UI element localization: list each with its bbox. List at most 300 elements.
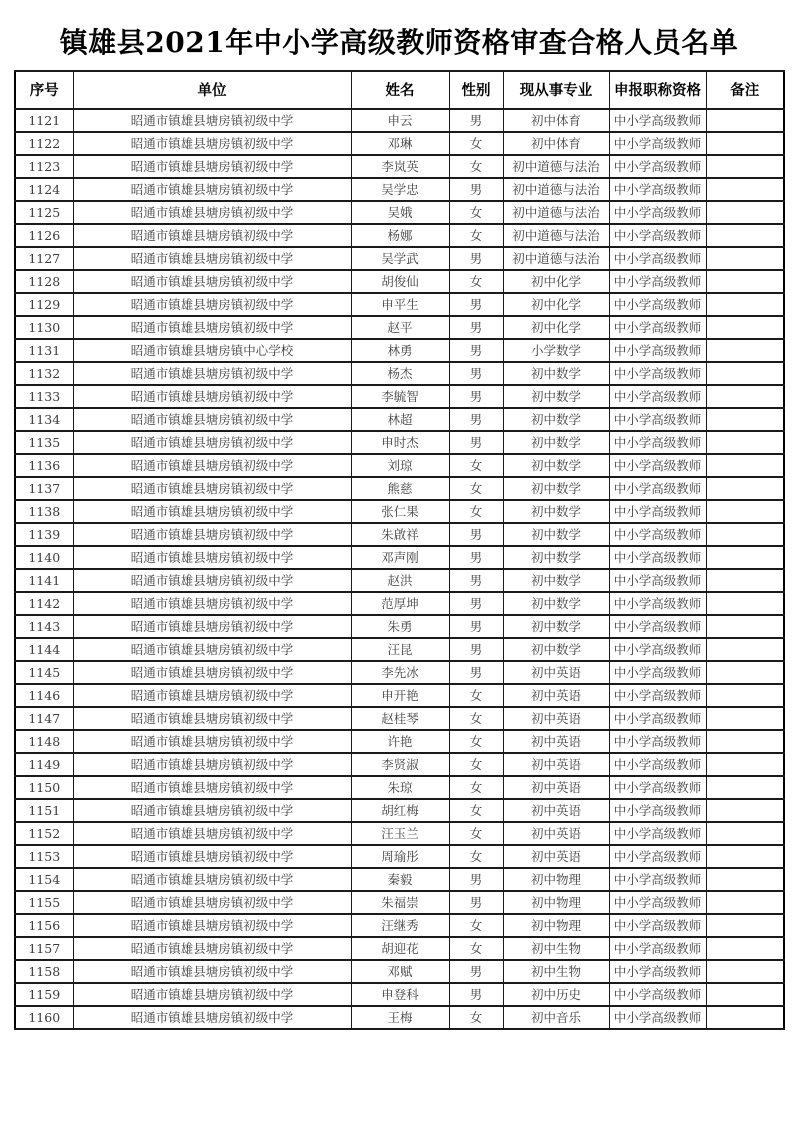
header-cell-name: 姓名 <box>351 71 449 109</box>
cell-major: 初中英语 <box>503 707 609 730</box>
cell-gender: 女 <box>449 270 503 293</box>
cell-gender: 女 <box>449 1006 503 1029</box>
cell-title: 中小学高级教师 <box>609 500 706 523</box>
cell-unit: 昭通市镇雄县塘房镇初级中学 <box>73 960 351 983</box>
cell-gender: 男 <box>449 408 503 431</box>
cell-index: 1121 <box>15 109 73 132</box>
cell-remark <box>706 132 784 155</box>
table-row <box>15 891 784 914</box>
cell-major: 初中英语 <box>503 845 609 868</box>
cell-gender: 男 <box>449 293 503 316</box>
table-row <box>15 247 784 270</box>
cell-remark <box>706 500 784 523</box>
cell-name: 林勇 <box>351 339 449 362</box>
cell-index: 1159 <box>15 983 73 1006</box>
cell-unit: 昭通市镇雄县塘房镇初级中学 <box>73 408 351 431</box>
header-cell-remark: 备注 <box>706 71 784 109</box>
cell-remark <box>706 592 784 615</box>
cell-gender: 女 <box>449 477 503 500</box>
cell-gender: 女 <box>449 684 503 707</box>
cell-title: 中小学高级教师 <box>609 339 706 362</box>
cell-major: 初中数学 <box>503 362 609 385</box>
cell-title: 中小学高级教师 <box>609 523 706 546</box>
cell-major: 初中音乐 <box>503 1006 609 1029</box>
cell-title: 中小学高级教师 <box>609 293 706 316</box>
table-row <box>15 339 784 362</box>
cell-major: 初中英语 <box>503 776 609 799</box>
cell-major: 初中数学 <box>503 615 609 638</box>
cell-unit: 昭通市镇雄县塘房镇初级中学 <box>73 730 351 753</box>
cell-index: 1138 <box>15 500 73 523</box>
cell-index: 1128 <box>15 270 73 293</box>
cell-gender: 女 <box>449 914 503 937</box>
cell-remark <box>706 615 784 638</box>
cell-unit: 昭通市镇雄县塘房镇初级中学 <box>73 201 351 224</box>
cell-gender: 男 <box>449 891 503 914</box>
cell-name: 熊慈 <box>351 477 449 500</box>
cell-major: 初中数学 <box>503 385 609 408</box>
cell-index: 1127 <box>15 247 73 270</box>
cell-unit: 昭通市镇雄县塘房镇初级中学 <box>73 270 351 293</box>
cell-title: 中小学高级教师 <box>609 431 706 454</box>
cell-index: 1123 <box>15 155 73 178</box>
cell-index: 1149 <box>15 753 73 776</box>
cell-title: 中小学高级教师 <box>609 569 706 592</box>
cell-major: 小学数学 <box>503 339 609 362</box>
table-row <box>15 201 784 224</box>
cell-unit: 昭通市镇雄县塘房镇初级中学 <box>73 799 351 822</box>
cell-gender: 女 <box>449 776 503 799</box>
cell-gender: 男 <box>449 569 503 592</box>
cell-remark <box>706 868 784 891</box>
cell-title: 中小学高级教师 <box>609 201 706 224</box>
cell-name: 许艳 <box>351 730 449 753</box>
cell-index: 1142 <box>15 592 73 615</box>
cell-title: 中小学高级教师 <box>609 661 706 684</box>
cell-remark <box>706 454 784 477</box>
cell-gender: 男 <box>449 431 503 454</box>
header-cell-unit: 单位 <box>73 71 351 109</box>
cell-index: 1133 <box>15 385 73 408</box>
header-cell-major: 现从事专业 <box>503 71 609 109</box>
cell-remark <box>706 891 784 914</box>
cell-gender: 女 <box>449 753 503 776</box>
cell-name: 汪玉兰 <box>351 822 449 845</box>
table-row <box>15 316 784 339</box>
cell-major: 初中体育 <box>503 132 609 155</box>
cell-title: 中小学高级教师 <box>609 914 706 937</box>
cell-title: 中小学高级教师 <box>609 247 706 270</box>
cell-name: 胡俊仙 <box>351 270 449 293</box>
cell-remark <box>706 684 784 707</box>
cell-unit: 昭通市镇雄县塘房镇初级中学 <box>73 477 351 500</box>
cell-index: 1157 <box>15 937 73 960</box>
cell-gender: 女 <box>449 224 503 247</box>
cell-major: 初中英语 <box>503 799 609 822</box>
cell-remark <box>706 339 784 362</box>
cell-index: 1156 <box>15 914 73 937</box>
cell-unit: 昭通市镇雄县塘房镇初级中学 <box>73 431 351 454</box>
cell-title: 中小学高级教师 <box>609 753 706 776</box>
header-cell-title: 申报职称资格 <box>609 71 706 109</box>
cell-name: 李毓智 <box>351 385 449 408</box>
table-row <box>15 1006 784 1029</box>
cell-index: 1130 <box>15 316 73 339</box>
cell-title: 中小学高级教师 <box>609 1006 706 1029</box>
cell-title: 中小学高级教师 <box>609 707 706 730</box>
cell-title: 中小学高级教师 <box>609 546 706 569</box>
cell-name: 朱琼 <box>351 776 449 799</box>
cell-index: 1124 <box>15 178 73 201</box>
cell-remark <box>706 569 784 592</box>
cell-index: 1147 <box>15 707 73 730</box>
cell-title: 中小学高级教师 <box>609 408 706 431</box>
cell-remark <box>706 776 784 799</box>
table-row <box>15 661 784 684</box>
cell-index: 1154 <box>15 868 73 891</box>
cell-major: 初中数学 <box>503 408 609 431</box>
cell-title: 中小学高级教师 <box>609 615 706 638</box>
cell-major: 初中道德与法治 <box>503 201 609 224</box>
cell-gender: 男 <box>449 385 503 408</box>
cell-gender: 女 <box>449 707 503 730</box>
cell-index: 1160 <box>15 1006 73 1029</box>
cell-major: 初中数学 <box>503 638 609 661</box>
cell-unit: 昭通市镇雄县塘房镇初级中学 <box>73 155 351 178</box>
cell-index: 1136 <box>15 454 73 477</box>
cell-title: 中小学高级教师 <box>609 178 706 201</box>
cell-major: 初中数学 <box>503 431 609 454</box>
cell-title: 中小学高级教师 <box>609 868 706 891</box>
cell-major: 初中体育 <box>503 109 609 132</box>
cell-major: 初中道德与法治 <box>503 224 609 247</box>
cell-index: 1137 <box>15 477 73 500</box>
cell-index: 1145 <box>15 661 73 684</box>
table-row <box>15 408 784 431</box>
cell-unit: 昭通市镇雄县塘房镇初级中学 <box>73 1006 351 1029</box>
cell-name: 申云 <box>351 109 449 132</box>
cell-title: 中小学高级教师 <box>609 316 706 339</box>
cell-gender: 男 <box>449 178 503 201</box>
cell-title: 中小学高级教师 <box>609 362 706 385</box>
cell-remark <box>706 293 784 316</box>
cell-remark <box>706 1006 784 1029</box>
table-row <box>15 270 784 293</box>
table-row <box>15 224 784 247</box>
cell-unit: 昭通市镇雄县塘房镇初级中学 <box>73 247 351 270</box>
cell-remark <box>706 109 784 132</box>
cell-unit: 昭通市镇雄县塘房镇初级中学 <box>73 638 351 661</box>
cell-name: 林超 <box>351 408 449 431</box>
table-row <box>15 523 784 546</box>
cell-index: 1152 <box>15 822 73 845</box>
cell-major: 初中道德与法治 <box>503 247 609 270</box>
cell-gender: 男 <box>449 523 503 546</box>
cell-title: 中小学高级教师 <box>609 109 706 132</box>
cell-name: 胡红梅 <box>351 799 449 822</box>
table-row <box>15 684 784 707</box>
table-row <box>15 799 784 822</box>
table-row <box>15 983 784 1006</box>
cell-major: 初中化学 <box>503 293 609 316</box>
cell-gender: 男 <box>449 546 503 569</box>
cell-name: 申平生 <box>351 293 449 316</box>
cell-remark <box>706 408 784 431</box>
cell-major: 初中生物 <box>503 937 609 960</box>
cell-name: 赵桂琴 <box>351 707 449 730</box>
cell-unit: 昭通市镇雄县塘房镇初级中学 <box>73 293 351 316</box>
cell-gender: 女 <box>449 799 503 822</box>
cell-gender: 女 <box>449 845 503 868</box>
cell-unit: 昭通市镇雄县塘房镇初级中学 <box>73 109 351 132</box>
cell-unit: 昭通市镇雄县塘房镇初级中学 <box>73 776 351 799</box>
cell-remark <box>706 546 784 569</box>
table-row <box>15 293 784 316</box>
cell-index: 1150 <box>15 776 73 799</box>
cell-unit: 昭通市镇雄县塘房镇初级中学 <box>73 937 351 960</box>
cell-remark <box>706 201 784 224</box>
cell-index: 1143 <box>15 615 73 638</box>
cell-unit: 昭通市镇雄县塘房镇初级中学 <box>73 615 351 638</box>
cell-major: 初中数学 <box>503 569 609 592</box>
cell-gender: 女 <box>449 937 503 960</box>
cell-title: 中小学高级教师 <box>609 891 706 914</box>
table-row <box>15 638 784 661</box>
cell-index: 1132 <box>15 362 73 385</box>
cell-major: 初中英语 <box>503 822 609 845</box>
cell-name: 汪继秀 <box>351 914 449 937</box>
cell-index: 1125 <box>15 201 73 224</box>
cell-unit: 昭通市镇雄县塘房镇初级中学 <box>73 569 351 592</box>
cell-major: 初中历史 <box>503 983 609 1006</box>
cell-index: 1129 <box>15 293 73 316</box>
cell-unit: 昭通市镇雄县塘房镇初级中学 <box>73 868 351 891</box>
table-body <box>15 109 784 1029</box>
cell-gender: 男 <box>449 316 503 339</box>
cell-remark <box>706 155 784 178</box>
cell-title: 中小学高级教师 <box>609 224 706 247</box>
cell-index: 1122 <box>15 132 73 155</box>
cell-index: 1158 <box>15 960 73 983</box>
cell-gender: 女 <box>449 730 503 753</box>
cell-remark <box>706 730 784 753</box>
cell-gender: 女 <box>449 500 503 523</box>
cell-title: 中小学高级教师 <box>609 684 706 707</box>
cell-major: 初中英语 <box>503 661 609 684</box>
cell-remark <box>706 638 784 661</box>
cell-index: 1135 <box>15 431 73 454</box>
cell-title: 中小学高级教师 <box>609 822 706 845</box>
cell-unit: 昭通市镇雄县塘房镇初级中学 <box>73 661 351 684</box>
cell-index: 1140 <box>15 546 73 569</box>
table-row <box>15 615 784 638</box>
table-row <box>15 960 784 983</box>
cell-index: 1141 <box>15 569 73 592</box>
cell-unit: 昭通市镇雄县塘房镇中心学校 <box>73 339 351 362</box>
table-row <box>15 914 784 937</box>
cell-title: 中小学高级教师 <box>609 937 706 960</box>
cell-major: 初中英语 <box>503 730 609 753</box>
cell-major: 初中化学 <box>503 270 609 293</box>
cell-name: 吴学忠 <box>351 178 449 201</box>
cell-gender: 男 <box>449 615 503 638</box>
cell-index: 1144 <box>15 638 73 661</box>
table-row <box>15 178 784 201</box>
cell-unit: 昭通市镇雄县塘房镇初级中学 <box>73 224 351 247</box>
cell-remark <box>706 316 784 339</box>
cell-remark <box>706 178 784 201</box>
table-header-row <box>15 71 784 109</box>
cell-remark <box>706 799 784 822</box>
cell-unit: 昭通市镇雄县塘房镇初级中学 <box>73 132 351 155</box>
table-row <box>15 477 784 500</box>
table-row <box>15 500 784 523</box>
cell-title: 中小学高级教师 <box>609 799 706 822</box>
cell-title: 中小学高级教师 <box>609 270 706 293</box>
cell-remark <box>706 845 784 868</box>
table-row <box>15 362 784 385</box>
cell-title: 中小学高级教师 <box>609 845 706 868</box>
cell-name: 朱福崇 <box>351 891 449 914</box>
header-cell-gender: 性别 <box>449 71 503 109</box>
cell-index: 1146 <box>15 684 73 707</box>
cell-gender: 女 <box>449 454 503 477</box>
cell-unit: 昭通市镇雄县塘房镇初级中学 <box>73 707 351 730</box>
table-row <box>15 431 784 454</box>
table-row <box>15 730 784 753</box>
cell-major: 初中道德与法治 <box>503 155 609 178</box>
cell-gender: 女 <box>449 822 503 845</box>
table-row <box>15 753 784 776</box>
table-row <box>15 845 784 868</box>
cell-gender: 男 <box>449 339 503 362</box>
cell-major: 初中数学 <box>503 477 609 500</box>
cell-unit: 昭通市镇雄县塘房镇初级中学 <box>73 454 351 477</box>
cell-name: 赵平 <box>351 316 449 339</box>
cell-unit: 昭通市镇雄县塘房镇初级中学 <box>73 178 351 201</box>
cell-name: 申时杰 <box>351 431 449 454</box>
cell-remark <box>706 753 784 776</box>
cell-title: 中小学高级教师 <box>609 155 706 178</box>
cell-major: 初中英语 <box>503 753 609 776</box>
table-row <box>15 132 784 155</box>
cell-gender: 女 <box>449 201 503 224</box>
cell-title: 中小学高级教师 <box>609 454 706 477</box>
cell-name: 朱勇 <box>351 615 449 638</box>
cell-unit: 昭通市镇雄县塘房镇初级中学 <box>73 500 351 523</box>
cell-unit: 昭通市镇雄县塘房镇初级中学 <box>73 845 351 868</box>
cell-major: 初中数学 <box>503 523 609 546</box>
qualification-table <box>14 70 785 1030</box>
cell-remark <box>706 385 784 408</box>
cell-index: 1126 <box>15 224 73 247</box>
cell-major: 初中物理 <box>503 868 609 891</box>
cell-unit: 昭通市镇雄县塘房镇初级中学 <box>73 362 351 385</box>
cell-name: 胡迎花 <box>351 937 449 960</box>
table-row <box>15 822 784 845</box>
cell-name: 张仁果 <box>351 500 449 523</box>
cell-index: 1139 <box>15 523 73 546</box>
cell-unit: 昭通市镇雄县塘房镇初级中学 <box>73 684 351 707</box>
cell-gender: 男 <box>449 247 503 270</box>
cell-major: 初中数学 <box>503 454 609 477</box>
cell-unit: 昭通市镇雄县塘房镇初级中学 <box>73 592 351 615</box>
cell-major: 初中化学 <box>503 316 609 339</box>
cell-name: 汪昆 <box>351 638 449 661</box>
cell-gender: 男 <box>449 362 503 385</box>
cell-gender: 男 <box>449 960 503 983</box>
cell-title: 中小学高级教师 <box>609 776 706 799</box>
cell-index: 1131 <box>15 339 73 362</box>
table-row <box>15 385 784 408</box>
cell-name: 赵洪 <box>351 569 449 592</box>
cell-title: 中小学高级教师 <box>609 983 706 1006</box>
cell-gender: 男 <box>449 592 503 615</box>
table-row <box>15 155 784 178</box>
cell-name: 范厚坤 <box>351 592 449 615</box>
cell-name: 申开艳 <box>351 684 449 707</box>
cell-unit: 昭通市镇雄县塘房镇初级中学 <box>73 753 351 776</box>
cell-unit: 昭通市镇雄县塘房镇初级中学 <box>73 891 351 914</box>
cell-title: 中小学高级教师 <box>609 132 706 155</box>
cell-gender: 男 <box>449 983 503 1006</box>
cell-title: 中小学高级教师 <box>609 385 706 408</box>
cell-gender: 女 <box>449 155 503 178</box>
header-cell-index: 序号 <box>15 71 73 109</box>
cell-unit: 昭通市镇雄县塘房镇初级中学 <box>73 546 351 569</box>
cell-unit: 昭通市镇雄县塘房镇初级中学 <box>73 316 351 339</box>
cell-name: 王梅 <box>351 1006 449 1029</box>
cell-unit: 昭通市镇雄县塘房镇初级中学 <box>73 385 351 408</box>
cell-unit: 昭通市镇雄县塘房镇初级中学 <box>73 983 351 1006</box>
cell-major: 初中生物 <box>503 960 609 983</box>
cell-remark <box>706 661 784 684</box>
cell-name: 朱啟祥 <box>351 523 449 546</box>
cell-gender: 男 <box>449 868 503 891</box>
cell-remark <box>706 431 784 454</box>
cell-index: 1134 <box>15 408 73 431</box>
cell-name: 周瑜彤 <box>351 845 449 868</box>
cell-index: 1151 <box>15 799 73 822</box>
cell-name: 邓赋 <box>351 960 449 983</box>
cell-index: 1155 <box>15 891 73 914</box>
table-row <box>15 454 784 477</box>
cell-name: 杨杰 <box>351 362 449 385</box>
cell-remark <box>706 523 784 546</box>
cell-remark <box>706 270 784 293</box>
table-row <box>15 937 784 960</box>
cell-index: 1148 <box>15 730 73 753</box>
cell-gender: 女 <box>449 132 503 155</box>
cell-unit: 昭通市镇雄县塘房镇初级中学 <box>73 914 351 937</box>
table-row <box>15 109 784 132</box>
cell-title: 中小学高级教师 <box>609 638 706 661</box>
cell-name: 李岚英 <box>351 155 449 178</box>
cell-remark <box>706 914 784 937</box>
cell-gender: 男 <box>449 638 503 661</box>
cell-gender: 男 <box>449 109 503 132</box>
cell-name: 秦毅 <box>351 868 449 891</box>
cell-major: 初中英语 <box>503 684 609 707</box>
cell-gender: 男 <box>449 661 503 684</box>
cell-title: 中小学高级教师 <box>609 730 706 753</box>
cell-remark <box>706 224 784 247</box>
cell-title: 中小学高级教师 <box>609 592 706 615</box>
table-row <box>15 707 784 730</box>
cell-remark <box>706 983 784 1006</box>
cell-major: 初中道德与法治 <box>503 178 609 201</box>
cell-major: 初中物理 <box>503 891 609 914</box>
